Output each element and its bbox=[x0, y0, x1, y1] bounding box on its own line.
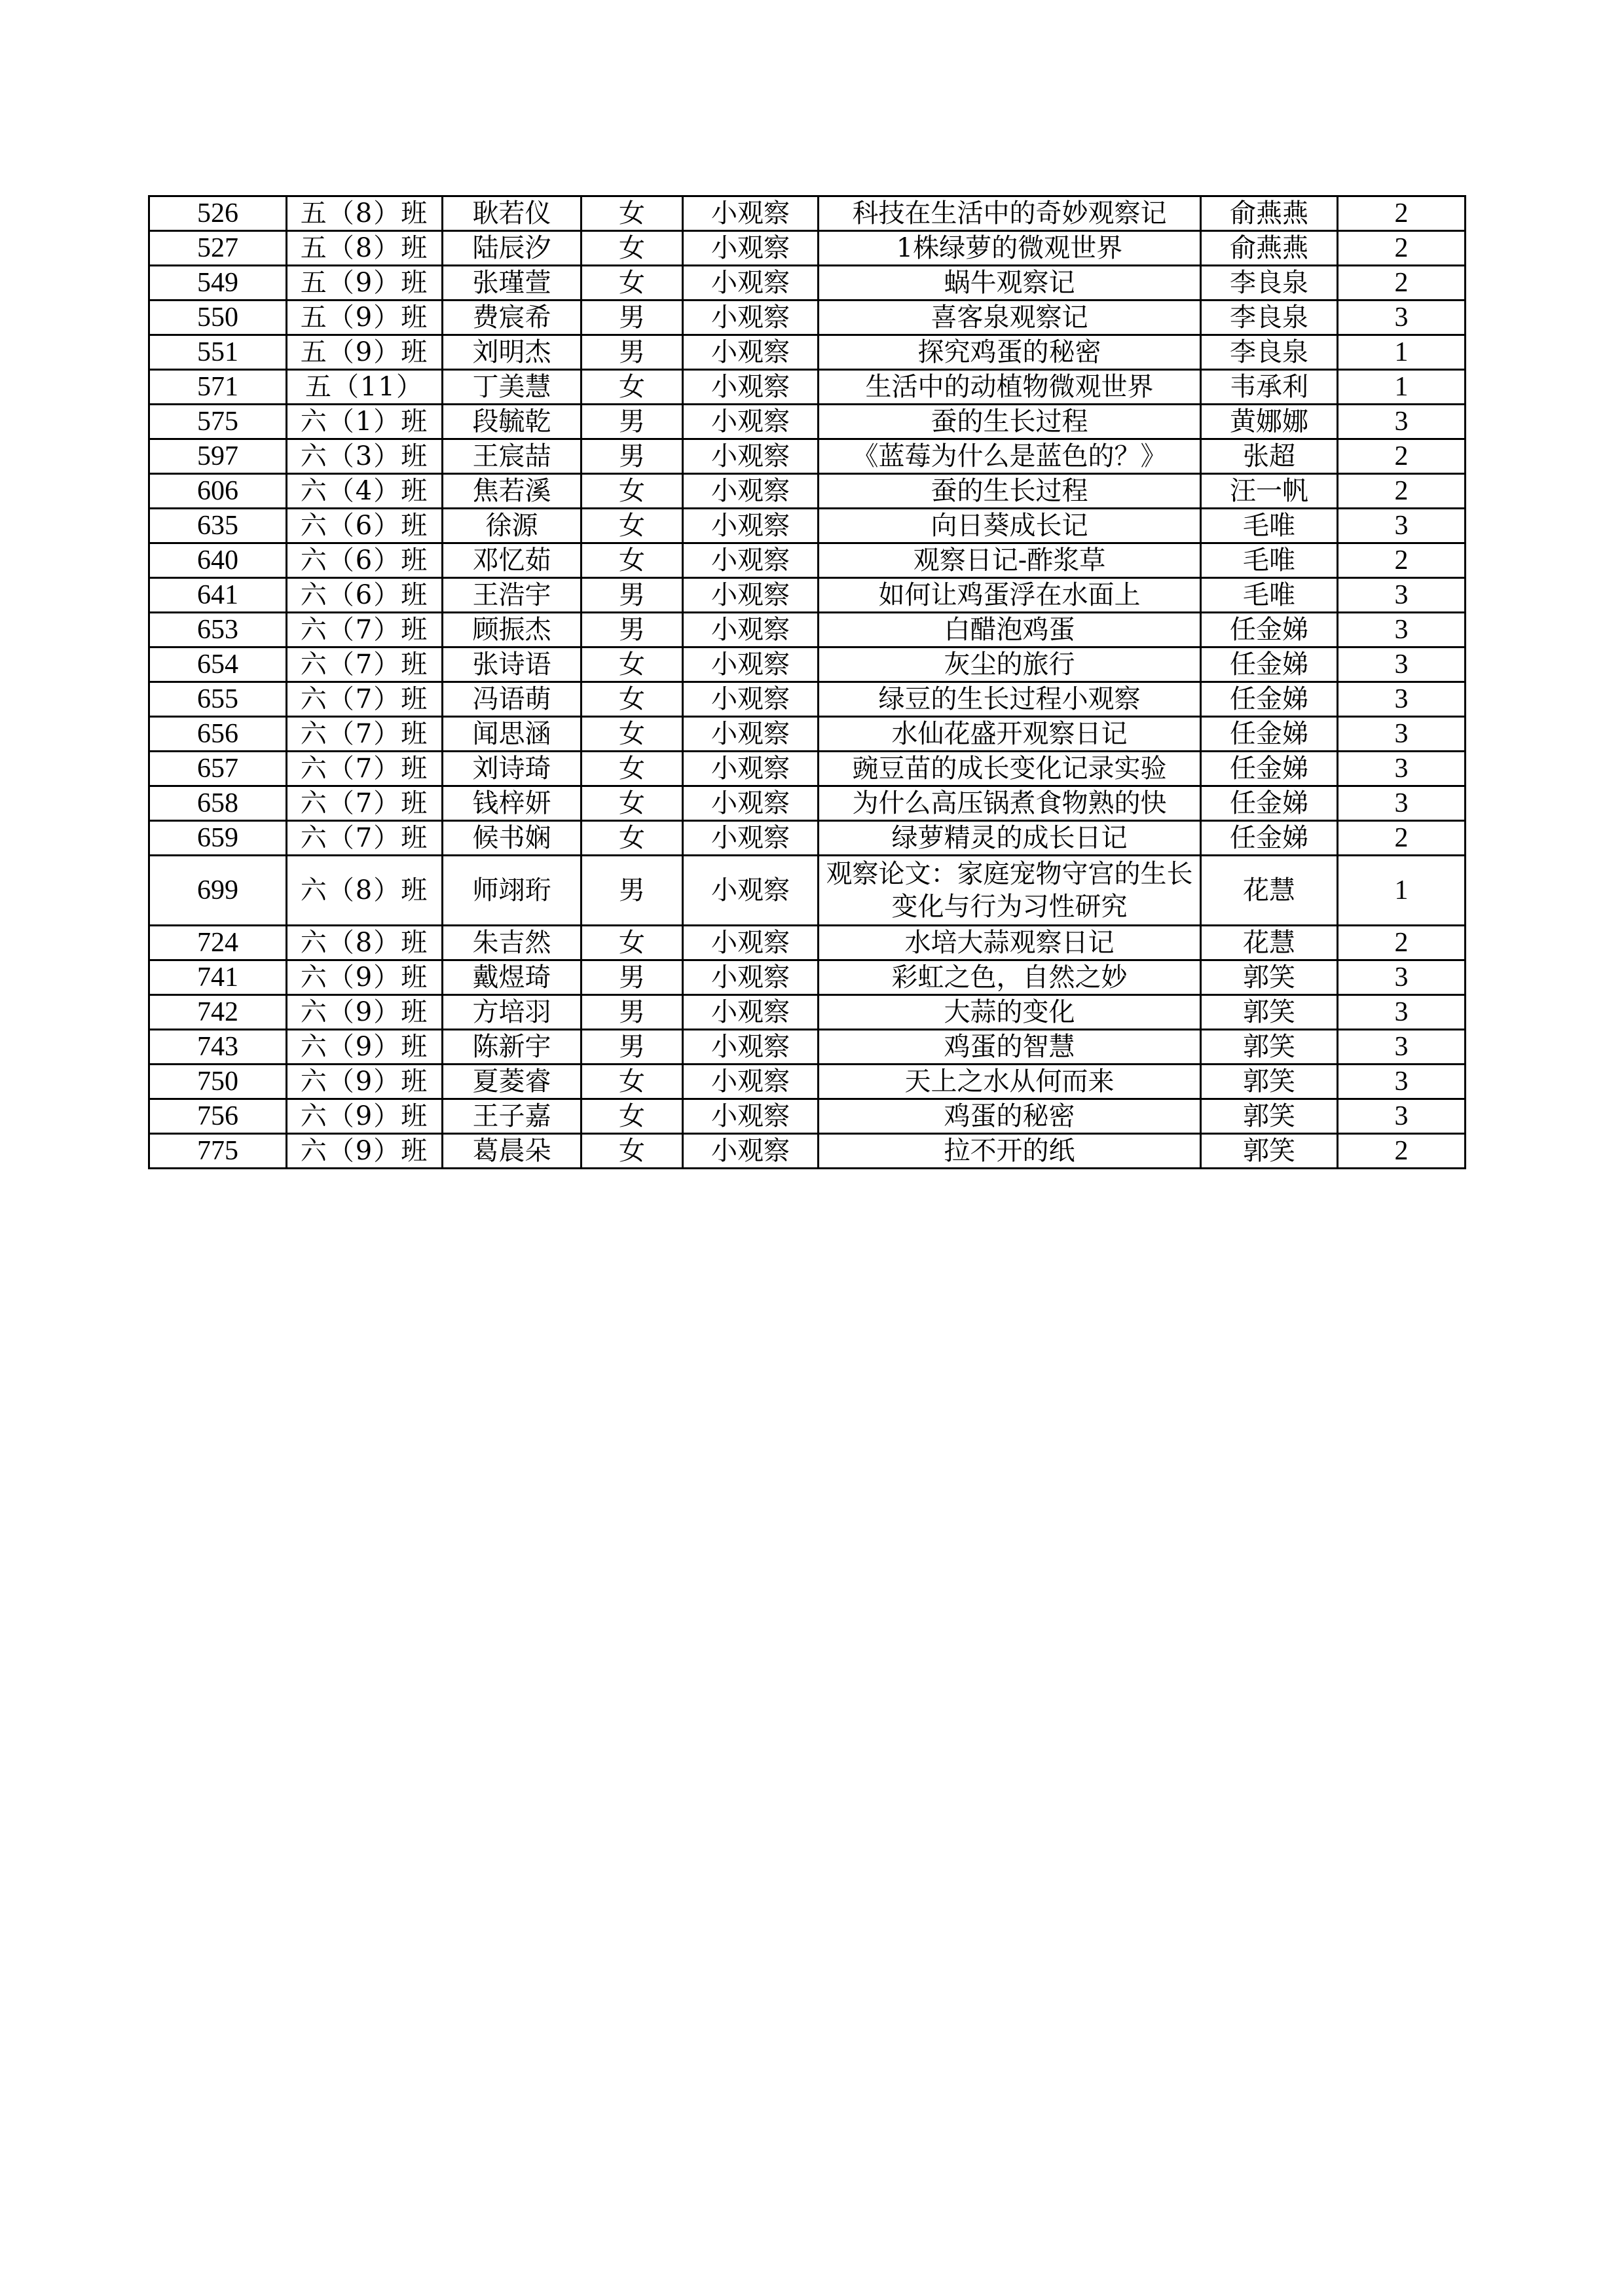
cell-student-name: 张诗语 bbox=[443, 647, 581, 682]
cell-class: 六（8）班 bbox=[287, 856, 443, 926]
cell-title: 观察论文：家庭宠物守宫的生长变化与行为习性研究 bbox=[819, 856, 1201, 926]
cell-class: 六（3）班 bbox=[287, 439, 443, 474]
cell-teacher: 李良泉 bbox=[1201, 266, 1338, 301]
cell-gender: 男 bbox=[581, 439, 683, 474]
cell-student-name: 张瑾萱 bbox=[443, 266, 581, 301]
cell-id: 526 bbox=[149, 196, 287, 231]
cell-class: 六（9）班 bbox=[287, 960, 443, 995]
table-row bbox=[149, 301, 1466, 335]
cell-teacher: 任金娣 bbox=[1201, 821, 1338, 856]
cell-gender: 女 bbox=[581, 266, 683, 301]
cell-category: 小观察 bbox=[683, 647, 819, 682]
cell-teacher: 任金娣 bbox=[1201, 613, 1338, 647]
cell-teacher: 任金娣 bbox=[1201, 786, 1338, 821]
table-row bbox=[149, 231, 1466, 266]
table-row bbox=[149, 1030, 1466, 1065]
cell-student-name: 王子嘉 bbox=[443, 1099, 581, 1134]
cell-title: 彩虹之色，自然之妙 bbox=[819, 960, 1201, 995]
cell-student-name: 徐源 bbox=[443, 509, 581, 543]
cell-grade: 2 bbox=[1338, 821, 1466, 856]
cell-teacher: 李良泉 bbox=[1201, 301, 1338, 335]
cell-grade: 1 bbox=[1338, 335, 1466, 370]
cell-class: 五（9）班 bbox=[287, 266, 443, 301]
cell-category: 小观察 bbox=[683, 335, 819, 370]
table-row bbox=[149, 1065, 1466, 1099]
cell-student-name: 段毓乾 bbox=[443, 405, 581, 439]
cell-category: 小观察 bbox=[683, 995, 819, 1030]
cell-category: 小观察 bbox=[683, 543, 819, 578]
cell-grade: 3 bbox=[1338, 995, 1466, 1030]
cell-grade: 3 bbox=[1338, 405, 1466, 439]
cell-title: 科技在生活中的奇妙观察记 bbox=[819, 196, 1201, 231]
cell-grade: 3 bbox=[1338, 1099, 1466, 1134]
results-table bbox=[148, 195, 1466, 1169]
cell-category: 小观察 bbox=[683, 856, 819, 926]
cell-gender: 女 bbox=[581, 647, 683, 682]
table-row bbox=[149, 578, 1466, 613]
cell-student-name: 费宸希 bbox=[443, 301, 581, 335]
cell-grade: 3 bbox=[1338, 647, 1466, 682]
cell-class: 五（8）班 bbox=[287, 196, 443, 231]
cell-student-name: 冯语萌 bbox=[443, 682, 581, 717]
table-row bbox=[149, 543, 1466, 578]
cell-gender: 女 bbox=[581, 682, 683, 717]
cell-class: 六（6）班 bbox=[287, 578, 443, 613]
table-row bbox=[149, 266, 1466, 301]
cell-id: 550 bbox=[149, 301, 287, 335]
cell-title: 观察日记-酢浆草 bbox=[819, 543, 1201, 578]
cell-grade: 3 bbox=[1338, 301, 1466, 335]
cell-category: 小观察 bbox=[683, 752, 819, 786]
cell-class: 五（11） bbox=[287, 370, 443, 405]
cell-id: 640 bbox=[149, 543, 287, 578]
cell-grade: 3 bbox=[1338, 1065, 1466, 1099]
cell-grade: 3 bbox=[1338, 717, 1466, 752]
cell-id: 741 bbox=[149, 960, 287, 995]
cell-id: 750 bbox=[149, 1065, 287, 1099]
cell-title: 大蒜的变化 bbox=[819, 995, 1201, 1030]
cell-title: 水培大蒜观察日记 bbox=[819, 926, 1201, 960]
cell-teacher: 黄娜娜 bbox=[1201, 405, 1338, 439]
cell-grade: 3 bbox=[1338, 682, 1466, 717]
cell-category: 小观察 bbox=[683, 682, 819, 717]
cell-teacher: 郭笑 bbox=[1201, 1030, 1338, 1065]
cell-id: 527 bbox=[149, 231, 287, 266]
cell-title: 鸡蛋的智慧 bbox=[819, 1030, 1201, 1065]
cell-title: 喜客泉观察记 bbox=[819, 301, 1201, 335]
table-row bbox=[149, 717, 1466, 752]
cell-category: 小观察 bbox=[683, 1134, 819, 1169]
cell-teacher: 任金娣 bbox=[1201, 717, 1338, 752]
table-row bbox=[149, 995, 1466, 1030]
cell-gender: 女 bbox=[581, 717, 683, 752]
cell-student-name: 戴煜琦 bbox=[443, 960, 581, 995]
cell-grade: 3 bbox=[1338, 786, 1466, 821]
cell-grade: 1 bbox=[1338, 370, 1466, 405]
cell-gender: 男 bbox=[581, 613, 683, 647]
cell-student-name: 候书娴 bbox=[443, 821, 581, 856]
cell-gender: 男 bbox=[581, 856, 683, 926]
cell-category: 小观察 bbox=[683, 1099, 819, 1134]
cell-title: 1株绿萝的微观世界 bbox=[819, 231, 1201, 266]
cell-student-name: 方培羽 bbox=[443, 995, 581, 1030]
cell-student-name: 刘明杰 bbox=[443, 335, 581, 370]
cell-id: 655 bbox=[149, 682, 287, 717]
cell-category: 小观察 bbox=[683, 405, 819, 439]
cell-student-name: 顾振杰 bbox=[443, 613, 581, 647]
cell-student-name: 葛晨朵 bbox=[443, 1134, 581, 1169]
cell-gender: 女 bbox=[581, 821, 683, 856]
cell-class: 五（8）班 bbox=[287, 231, 443, 266]
cell-category: 小观察 bbox=[683, 717, 819, 752]
cell-grade: 3 bbox=[1338, 1030, 1466, 1065]
cell-teacher: 毛唯 bbox=[1201, 509, 1338, 543]
cell-category: 小观察 bbox=[683, 301, 819, 335]
cell-student-name: 闻思涵 bbox=[443, 717, 581, 752]
cell-category: 小观察 bbox=[683, 786, 819, 821]
cell-student-name: 耿若仪 bbox=[443, 196, 581, 231]
cell-id: 756 bbox=[149, 1099, 287, 1134]
table-row bbox=[149, 682, 1466, 717]
cell-title: 水仙花盛开观察日记 bbox=[819, 717, 1201, 752]
cell-class: 六（6）班 bbox=[287, 543, 443, 578]
cell-student-name: 陆辰汐 bbox=[443, 231, 581, 266]
cell-class: 六（6）班 bbox=[287, 509, 443, 543]
table-row bbox=[149, 335, 1466, 370]
cell-grade: 2 bbox=[1338, 926, 1466, 960]
cell-student-name: 陈新宇 bbox=[443, 1030, 581, 1065]
table-row bbox=[149, 1134, 1466, 1169]
cell-class: 五（9）班 bbox=[287, 335, 443, 370]
table-row bbox=[149, 960, 1466, 995]
cell-grade: 2 bbox=[1338, 266, 1466, 301]
cell-category: 小观察 bbox=[683, 266, 819, 301]
cell-teacher: 郭笑 bbox=[1201, 1099, 1338, 1134]
cell-id: 571 bbox=[149, 370, 287, 405]
cell-category: 小观察 bbox=[683, 1065, 819, 1099]
cell-class: 六（4）班 bbox=[287, 474, 443, 509]
cell-teacher: 任金娣 bbox=[1201, 752, 1338, 786]
cell-title: 豌豆苗的成长变化记录实验 bbox=[819, 752, 1201, 786]
cell-grade: 3 bbox=[1338, 960, 1466, 995]
cell-class: 六（7）班 bbox=[287, 786, 443, 821]
cell-teacher: 花慧 bbox=[1201, 856, 1338, 926]
cell-grade: 2 bbox=[1338, 231, 1466, 266]
cell-class: 六（1）班 bbox=[287, 405, 443, 439]
cell-category: 小观察 bbox=[683, 439, 819, 474]
cell-id: 724 bbox=[149, 926, 287, 960]
cell-gender: 女 bbox=[581, 370, 683, 405]
cell-category: 小观察 bbox=[683, 196, 819, 231]
cell-category: 小观察 bbox=[683, 960, 819, 995]
cell-class: 六（8）班 bbox=[287, 926, 443, 960]
cell-student-name: 师翊珩 bbox=[443, 856, 581, 926]
cell-category: 小观察 bbox=[683, 231, 819, 266]
table-row bbox=[149, 1099, 1466, 1134]
cell-teacher: 任金娣 bbox=[1201, 682, 1338, 717]
cell-gender: 男 bbox=[581, 335, 683, 370]
cell-gender: 男 bbox=[581, 578, 683, 613]
cell-student-name: 王浩宇 bbox=[443, 578, 581, 613]
cell-title: 《蓝莓为什么是蓝色的？》 bbox=[819, 439, 1201, 474]
cell-title: 白醋泡鸡蛋 bbox=[819, 613, 1201, 647]
cell-title: 为什么高压锅煮食物熟的快 bbox=[819, 786, 1201, 821]
table-row bbox=[149, 613, 1466, 647]
cell-grade: 3 bbox=[1338, 752, 1466, 786]
cell-title: 鸡蛋的秘密 bbox=[819, 1099, 1201, 1134]
cell-teacher: 郭笑 bbox=[1201, 1134, 1338, 1169]
cell-title: 天上之水从何而来 bbox=[819, 1065, 1201, 1099]
cell-grade: 1 bbox=[1338, 856, 1466, 926]
cell-gender: 女 bbox=[581, 1134, 683, 1169]
cell-gender: 女 bbox=[581, 786, 683, 821]
cell-gender: 男 bbox=[581, 405, 683, 439]
table-row bbox=[149, 926, 1466, 960]
cell-category: 小观察 bbox=[683, 474, 819, 509]
cell-id: 606 bbox=[149, 474, 287, 509]
cell-id: 654 bbox=[149, 647, 287, 682]
cell-gender: 女 bbox=[581, 1099, 683, 1134]
cell-class: 六（9）班 bbox=[287, 995, 443, 1030]
cell-category: 小观察 bbox=[683, 370, 819, 405]
cell-title: 探究鸡蛋的秘密 bbox=[819, 335, 1201, 370]
cell-student-name: 焦若溪 bbox=[443, 474, 581, 509]
cell-gender: 女 bbox=[581, 543, 683, 578]
cell-teacher: 郭笑 bbox=[1201, 960, 1338, 995]
table-row bbox=[149, 405, 1466, 439]
cell-class: 五（9）班 bbox=[287, 301, 443, 335]
cell-gender: 女 bbox=[581, 231, 683, 266]
cell-student-name: 朱吉然 bbox=[443, 926, 581, 960]
cell-id: 551 bbox=[149, 335, 287, 370]
cell-gender: 女 bbox=[581, 196, 683, 231]
cell-grade: 3 bbox=[1338, 578, 1466, 613]
table-row bbox=[149, 786, 1466, 821]
cell-teacher: 汪一帆 bbox=[1201, 474, 1338, 509]
cell-teacher: 韦承利 bbox=[1201, 370, 1338, 405]
cell-student-name: 刘诗琦 bbox=[443, 752, 581, 786]
table-row bbox=[149, 370, 1466, 405]
cell-teacher: 李良泉 bbox=[1201, 335, 1338, 370]
cell-gender: 男 bbox=[581, 1030, 683, 1065]
cell-id: 657 bbox=[149, 752, 287, 786]
cell-id: 743 bbox=[149, 1030, 287, 1065]
cell-category: 小观察 bbox=[683, 1030, 819, 1065]
cell-gender: 女 bbox=[581, 926, 683, 960]
cell-teacher: 俞燕燕 bbox=[1201, 196, 1338, 231]
table-row bbox=[149, 647, 1466, 682]
cell-category: 小观察 bbox=[683, 821, 819, 856]
cell-grade: 2 bbox=[1338, 196, 1466, 231]
cell-id: 597 bbox=[149, 439, 287, 474]
cell-student-name: 钱梓妍 bbox=[443, 786, 581, 821]
cell-grade: 3 bbox=[1338, 509, 1466, 543]
cell-grade: 2 bbox=[1338, 543, 1466, 578]
table-row bbox=[149, 196, 1466, 231]
cell-id: 658 bbox=[149, 786, 287, 821]
cell-student-name: 邓忆茹 bbox=[443, 543, 581, 578]
cell-title: 蚕的生长过程 bbox=[819, 474, 1201, 509]
table-body bbox=[149, 196, 1466, 1169]
cell-class: 六（9）班 bbox=[287, 1099, 443, 1134]
cell-class: 六（7）班 bbox=[287, 717, 443, 752]
cell-category: 小观察 bbox=[683, 613, 819, 647]
cell-title: 绿豆的生长过程小观察 bbox=[819, 682, 1201, 717]
cell-category: 小观察 bbox=[683, 509, 819, 543]
cell-id: 575 bbox=[149, 405, 287, 439]
table-row bbox=[149, 856, 1466, 926]
cell-id: 635 bbox=[149, 509, 287, 543]
cell-class: 六（7）班 bbox=[287, 752, 443, 786]
cell-gender: 男 bbox=[581, 995, 683, 1030]
cell-title: 灰尘的旅行 bbox=[819, 647, 1201, 682]
table-row bbox=[149, 509, 1466, 543]
cell-title: 拉不开的纸 bbox=[819, 1134, 1201, 1169]
cell-class: 六（9）班 bbox=[287, 1030, 443, 1065]
cell-gender: 男 bbox=[581, 960, 683, 995]
cell-id: 641 bbox=[149, 578, 287, 613]
cell-teacher: 花慧 bbox=[1201, 926, 1338, 960]
cell-gender: 女 bbox=[581, 474, 683, 509]
results-table-container bbox=[148, 195, 1466, 1169]
cell-class: 六（9）班 bbox=[287, 1134, 443, 1169]
cell-id: 699 bbox=[149, 856, 287, 926]
cell-grade: 2 bbox=[1338, 1134, 1466, 1169]
table-row bbox=[149, 821, 1466, 856]
cell-teacher: 张超 bbox=[1201, 439, 1338, 474]
cell-class: 六（7）班 bbox=[287, 647, 443, 682]
cell-class: 六（7）班 bbox=[287, 613, 443, 647]
cell-teacher: 俞燕燕 bbox=[1201, 231, 1338, 266]
cell-title: 绿萝精灵的成长日记 bbox=[819, 821, 1201, 856]
cell-class: 六（9）班 bbox=[287, 1065, 443, 1099]
cell-student-name: 夏菱睿 bbox=[443, 1065, 581, 1099]
cell-class: 六（7）班 bbox=[287, 821, 443, 856]
cell-title: 向日葵成长记 bbox=[819, 509, 1201, 543]
cell-title: 如何让鸡蛋浮在水面上 bbox=[819, 578, 1201, 613]
cell-teacher: 毛唯 bbox=[1201, 543, 1338, 578]
cell-gender: 女 bbox=[581, 752, 683, 786]
cell-id: 775 bbox=[149, 1134, 287, 1169]
cell-id: 659 bbox=[149, 821, 287, 856]
cell-title: 生活中的动植物微观世界 bbox=[819, 370, 1201, 405]
cell-title: 蚕的生长过程 bbox=[819, 405, 1201, 439]
table-row bbox=[149, 474, 1466, 509]
cell-grade: 2 bbox=[1338, 439, 1466, 474]
cell-teacher: 郭笑 bbox=[1201, 1065, 1338, 1099]
cell-grade: 3 bbox=[1338, 613, 1466, 647]
cell-id: 742 bbox=[149, 995, 287, 1030]
cell-category: 小观察 bbox=[683, 578, 819, 613]
cell-teacher: 毛唯 bbox=[1201, 578, 1338, 613]
cell-student-name: 王宸喆 bbox=[443, 439, 581, 474]
cell-teacher: 郭笑 bbox=[1201, 995, 1338, 1030]
cell-gender: 女 bbox=[581, 1065, 683, 1099]
cell-gender: 男 bbox=[581, 301, 683, 335]
cell-title: 蜗牛观察记 bbox=[819, 266, 1201, 301]
cell-id: 549 bbox=[149, 266, 287, 301]
cell-category: 小观察 bbox=[683, 926, 819, 960]
cell-student-name: 丁美慧 bbox=[443, 370, 581, 405]
cell-grade: 2 bbox=[1338, 474, 1466, 509]
cell-id: 656 bbox=[149, 717, 287, 752]
cell-gender: 女 bbox=[581, 509, 683, 543]
cell-class: 六（7）班 bbox=[287, 682, 443, 717]
table-row bbox=[149, 752, 1466, 786]
cell-id: 653 bbox=[149, 613, 287, 647]
cell-teacher: 任金娣 bbox=[1201, 647, 1338, 682]
table-row bbox=[149, 439, 1466, 474]
